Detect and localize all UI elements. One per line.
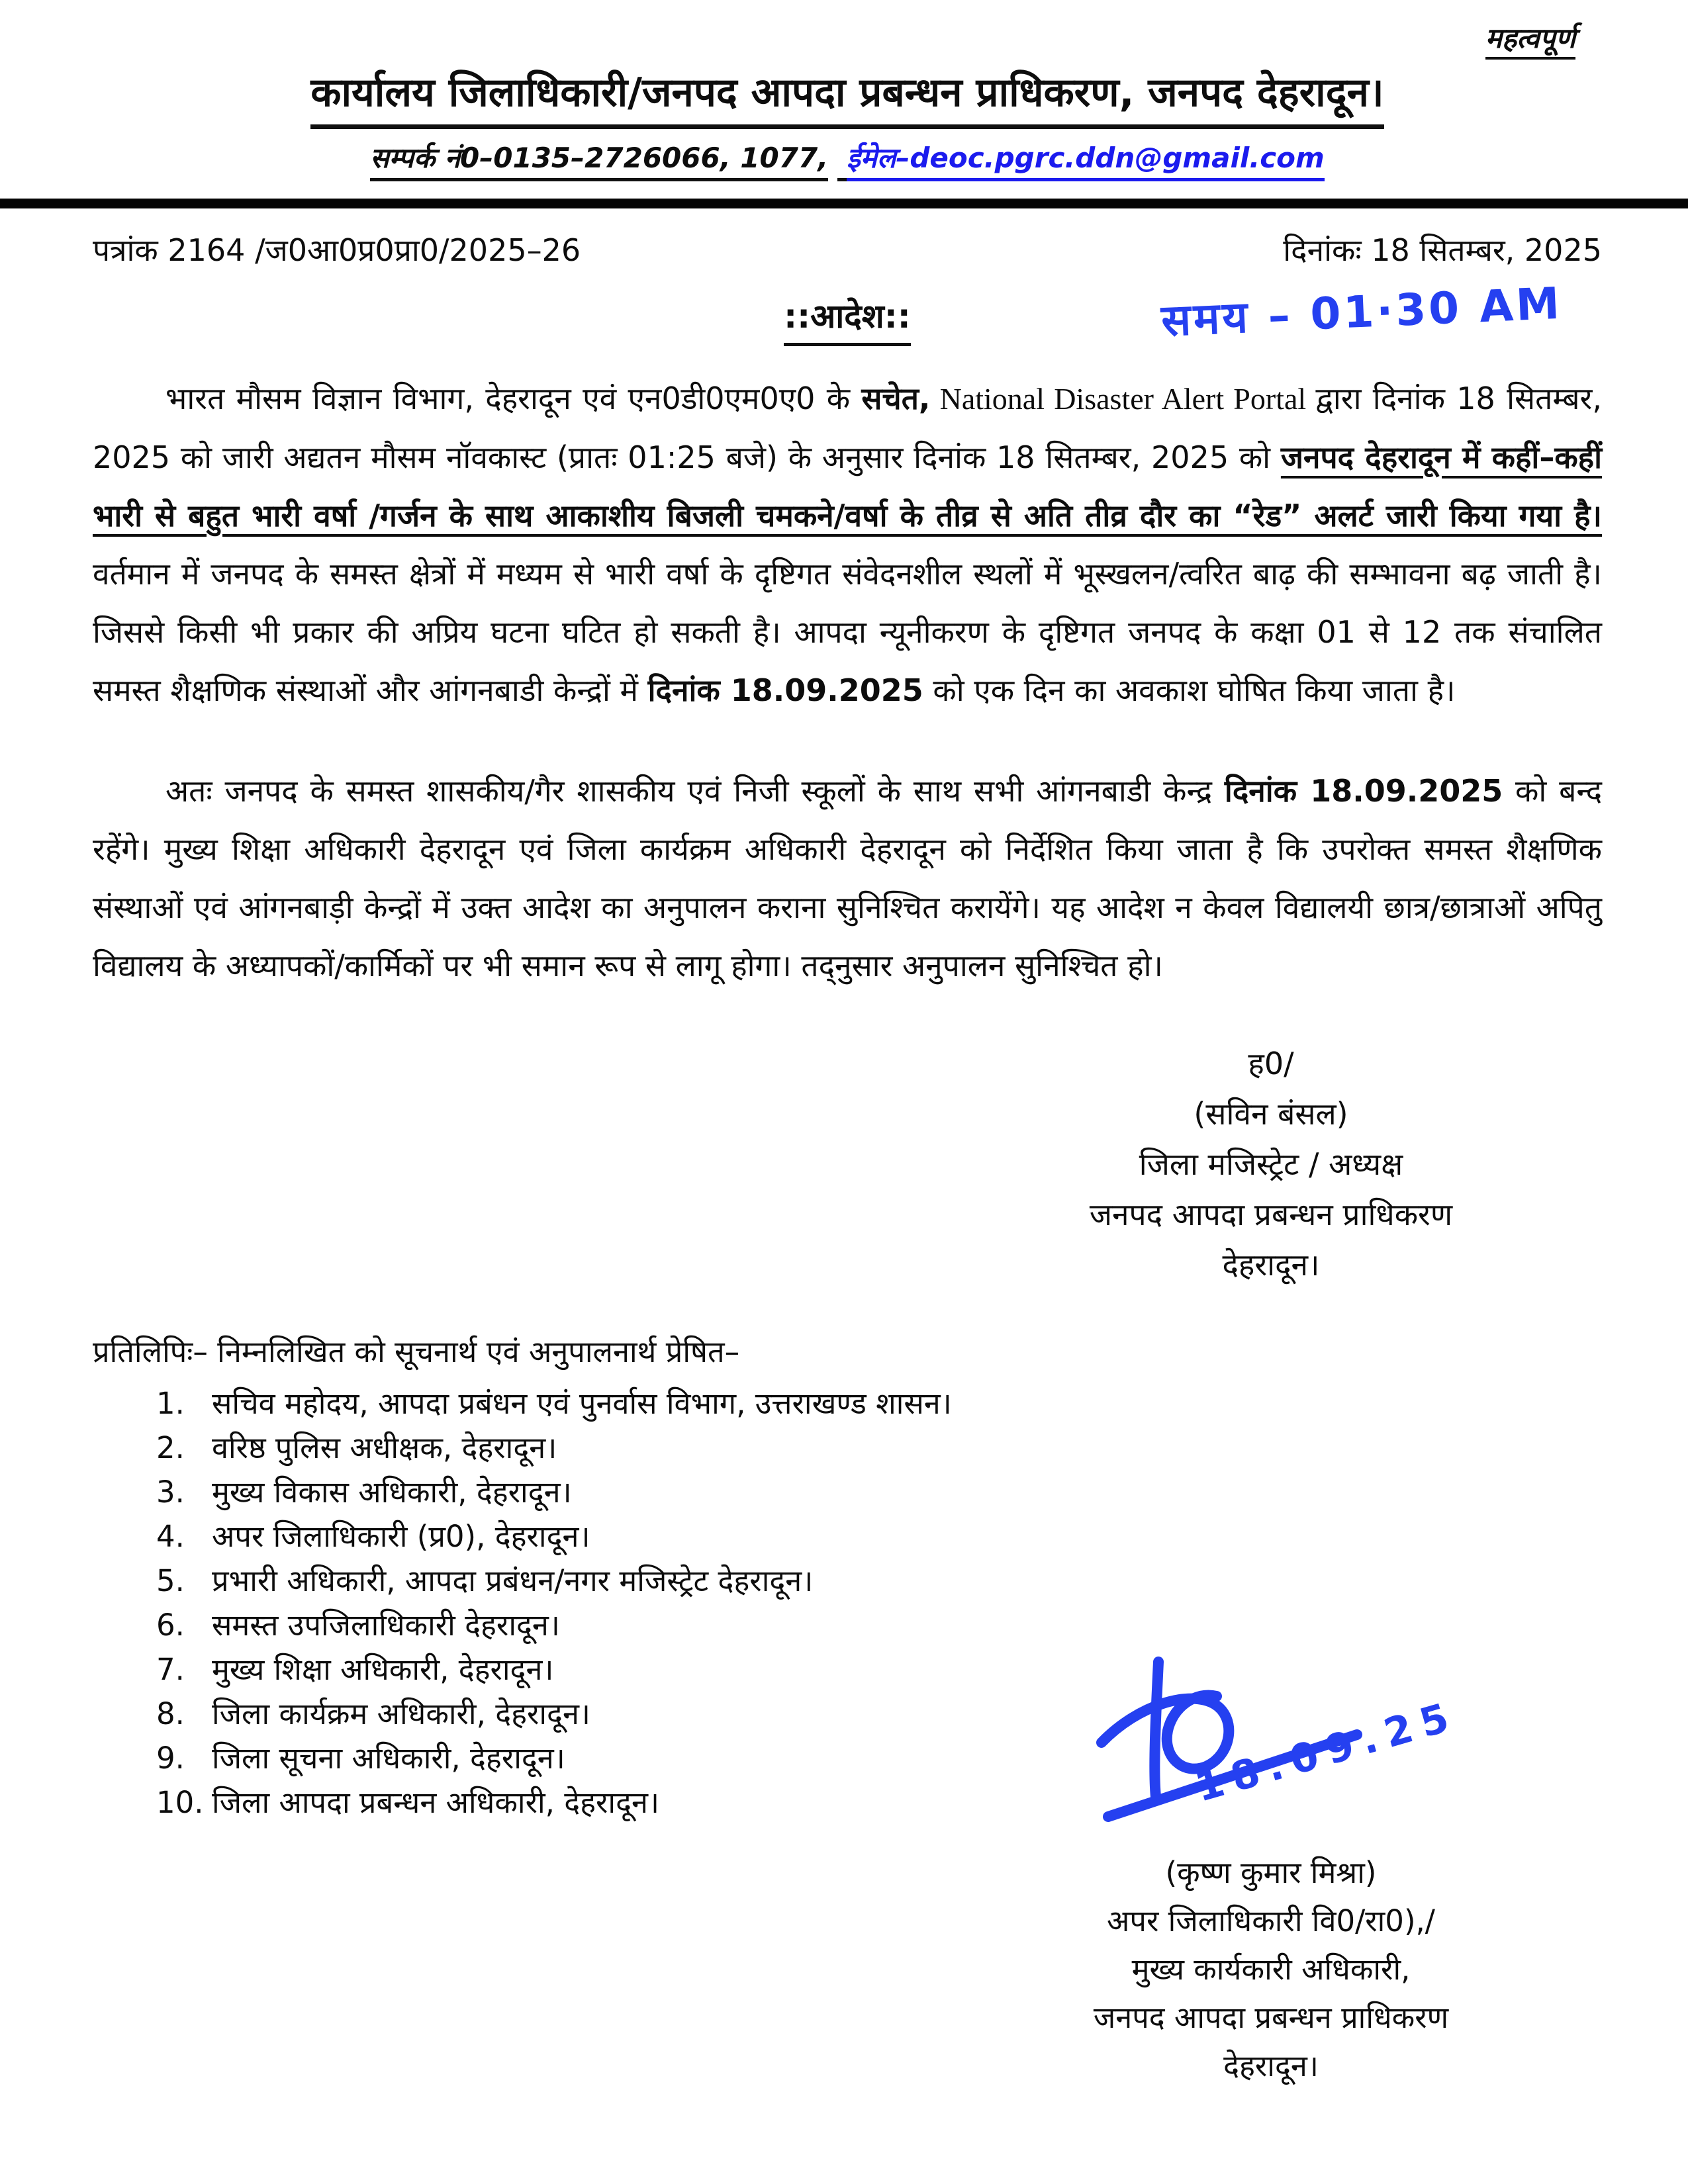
list-item-text: जिला कार्यक्रम अधिकारी, देहरादून।	[212, 1696, 590, 1731]
dm-place: देहरादून।	[1222, 1247, 1320, 1283]
letter-number: पत्रांक 2164 /ज0आ0प्र0प्रा0/2025–26	[93, 232, 581, 268]
order-paragraph-1	[93, 369, 1602, 719]
list-item	[93, 1426, 1602, 1470]
order-heading-row	[93, 277, 1602, 352]
handwritten-time-note: समय – 01·30 AM	[1160, 277, 1564, 347]
signature-block-adm	[1000, 1643, 1542, 2090]
adm-designation-1: अपर जिलाधिकारी वि0/रा0),/	[1107, 1903, 1435, 1938]
handwritten-signature	[1000, 1643, 1542, 1848]
copy-list-heading: प्रतिलिपिः– निम्नलिखित को सूचनार्थ एवं अनुपालनार्थ प्रेषित–	[93, 1334, 740, 1369]
dm-name: (सविन बंसल)	[1194, 1096, 1348, 1132]
adm-name: (कृष्ण कुमार मिश्रा)	[1165, 1855, 1377, 1890]
list-item	[93, 1559, 1602, 1603]
signature-block-dm	[1019, 1038, 1523, 1290]
para2-seg3: को बन्द रहेंगे। मुख्य शिक्षा अधिकारी देहरादून एवं जिला कार्यक्रम अधिकारी देहरादून को निर्देशित किया जाता है कि उपरोक्त समस्त शैक्षणिक संस्थाओं एवं आंगनबाड़ी केन्द्रों में उक्त आदेश का अनुपालन कराना सुनिश्चित करायेंगे। यह आदेश न केवल विद्यालयी छात्र/छात्राओं अपितु विद्यालय के अध्यापकों/कार्मिकों पर भी समान रूप से लागू होगा। तद्नुसार अनुपालन सुनिश्चित हो।	[93, 773, 1602, 983]
list-item-number: 3.	[156, 1475, 185, 1510]
sig-mark: ह0/	[1248, 1046, 1294, 1081]
order-paragraph-2	[93, 762, 1602, 995]
list-item-text: प्रभारी अधिकारी, आपदा प्रबंधन/नगर मजिस्ट्रेट देहरादून।	[212, 1563, 814, 1598]
adm-designation-2: मुख्य कार्यकारी अधिकारी,	[1131, 1952, 1411, 1987]
adm-authority: जनपद आपदा प्रबन्धन प्राधिकरण	[1093, 2000, 1449, 2035]
list-item	[93, 1470, 1602, 1514]
list-item-text: समस्त उपजिलाधिकारी देहरादून।	[212, 1608, 560, 1643]
divider-rule	[0, 199, 1688, 208]
dm-designation: जिला मजिस्ट्रेट / अध्यक्ष	[1139, 1146, 1403, 1182]
contact-phone: सम्पर्क नं0–0135–2726066, 1077,	[370, 142, 828, 181]
list-item-text: वरिष्ठ पुलिस अधीक्षक, देहरादून।	[212, 1430, 557, 1465]
para2-closure-date: दिनांक 18.09.2025	[1224, 773, 1503, 809]
letterhead	[93, 68, 1602, 129]
list-item-text: जिला आपदा प्रबन्धन अधिकारी, देहरादून।	[212, 1785, 660, 1820]
contact-space	[837, 142, 847, 181]
list-item-number: 8.	[156, 1696, 185, 1731]
list-item-number: 1.	[156, 1386, 185, 1421]
para1-seg8: को एक दिन का अवकाश घोषित किया जाता है।	[923, 672, 1456, 708]
contact-line	[93, 138, 1602, 176]
list-item	[93, 1381, 1602, 1426]
para1-red-alert-statement: जनपद देहरादून में कहीं–कहीं भारी से बहुत भारी वर्षा /गर्जन के साथ आकाशीय बिजली चमकने/वर्षा के तीव्र से अति तीव्र दौर का “रेड” अलर्ट जारी किया गया है।	[93, 439, 1602, 533]
list-item-text: सचिव महोदय, आपदा प्रबंधन एवं पुनर्वास विभाग, उत्तराखण्ड शासन।	[212, 1386, 952, 1421]
copies-section	[93, 1332, 1602, 2083]
office-title: कार्यालय जिलाधिकारी/जनपद आपदा प्रबन्धन प्राधिकरण, जनपद देहरादून।	[310, 68, 1383, 129]
reference-row	[93, 229, 1602, 270]
list-item-number: 2.	[156, 1430, 185, 1465]
list-item-text: अपर जिलाधिकारी (प्र0), देहरादून।	[212, 1519, 590, 1554]
para1-seg1: भारत मौसम विज्ञान विभाग, देहरादून एवं एन0डी0एम0ए0 के	[165, 381, 862, 416]
list-item-number: 4.	[156, 1519, 185, 1554]
list-item	[93, 1514, 1602, 1559]
list-item-number: 6.	[156, 1608, 185, 1643]
email-link[interactable]: ईमेल–deoc.pgrc.ddn@gmail.com	[847, 142, 1325, 181]
important-tag-text: महत्वपूर्ण	[1485, 22, 1575, 60]
important-tag	[93, 19, 1602, 56]
list-item-number: 10.	[156, 1785, 204, 1820]
para1-holiday-date: दिनांक 18.09.2025	[647, 672, 923, 708]
para1-seg4: द्वारा दिनांक 18 सितम्बर, 2025 को जारी अद्यतन मौसम नॉवकास्ट (प्रातः 01:25 बजे) के अनुसार दिनांक 18 सितम्बर, 2025 को	[93, 381, 1602, 475]
signature-date: 18.09.25	[1190, 1692, 1463, 1811]
list-item-text: मुख्य शिक्षा अधिकारी, देहरादून।	[212, 1652, 554, 1687]
list-item-number: 5.	[156, 1563, 185, 1598]
para2-seg1: अतः जनपद के समस्त शासकीय/गैर शासकीय एवं निजी स्कूलों के साथ सभी आंगनबाडी केन्द्र	[165, 773, 1225, 809]
list-item-number: 9.	[156, 1741, 185, 1776]
para1-portal-name: National Disaster Alert Portal	[930, 382, 1316, 416]
list-item-number: 7.	[156, 1652, 185, 1687]
list-item	[93, 1603, 1602, 1647]
order-heading: ::आदेश::	[784, 293, 911, 346]
para1-seg6: वर्तमान में जनपद के समस्त क्षेत्रों में मध्यम से भारी वर्षा के दृष्टिगत संवेदनशील स्थलों में भूस्खलन/त्वरित बाढ़ की सम्भावना बढ़ जाती है। जिससे किसी भी प्रकार की अप्रिय घटना घटित हो सकती है। आपदा न्यूनीकरण के दृष्टिगत जनपद के कक्षा 01 से 12 तक संचालित समस्त शैक्षणिक संस्थाओं और आंगनबाडी केन्द्रों में	[93, 556, 1602, 708]
adm-place: देहरादून।	[1223, 2048, 1319, 2083]
para1-seg2: सचेत,	[861, 381, 931, 416]
dm-authority: जनपद आपदा प्रबन्धन प्राधिकरण	[1089, 1197, 1453, 1232]
list-item-text: मुख्य विकास अधिकारी, देहरादून।	[212, 1475, 572, 1510]
letter-date: दिनांकः 18 सितम्बर, 2025	[1283, 232, 1602, 268]
list-item-text: जिला सूचना अधिकारी, देहरादून।	[212, 1741, 565, 1776]
